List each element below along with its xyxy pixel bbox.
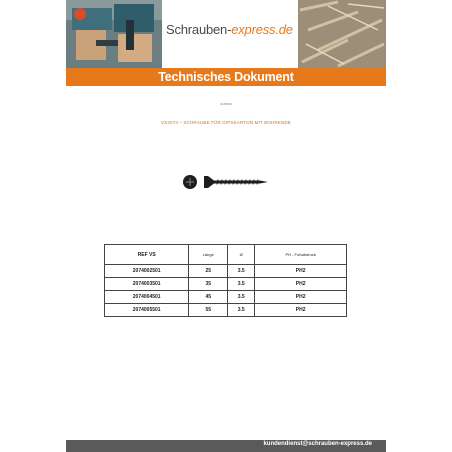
cell-diameter: 3.5 [228, 304, 255, 317]
screw-side-view [204, 176, 268, 188]
table-row [105, 291, 347, 304]
brand-logo [166, 22, 293, 37]
footer-bar [66, 440, 386, 452]
document-page [66, 0, 386, 452]
tools-photo [66, 0, 162, 68]
page-title: Technisches Dokument [158, 70, 294, 84]
table-row [105, 278, 347, 291]
cell-ph: PH2 [255, 304, 347, 317]
cell-length: 25 [189, 265, 228, 278]
product-title: VS2074 – SCHRAUBE FÜR GIPSKARTON MIT BOHRENDE [161, 120, 291, 125]
cell-ref: 2074004501 [105, 291, 189, 304]
header-diameter: Ø [228, 245, 255, 265]
footer-email[interactable]: kundendienst@schrauben-express.de [263, 441, 372, 447]
brand-accent: express.de [231, 22, 293, 37]
cell-ref: 2074002501 [105, 265, 189, 278]
cell-length: 55 [189, 304, 228, 317]
cell-length: 45 [189, 291, 228, 304]
cell-ph: PH2 [255, 265, 347, 278]
specs-table [104, 244, 347, 317]
header-ref: REF VS [105, 245, 189, 265]
table-row [105, 265, 347, 278]
table-row [105, 304, 347, 317]
cell-ph: PH2 [255, 278, 347, 291]
table-header-row [105, 245, 347, 265]
cell-diameter: 3.5 [228, 291, 255, 304]
header-length: Länge [189, 245, 228, 265]
cell-length: 35 [189, 278, 228, 291]
cell-ref: 2074003501 [105, 278, 189, 291]
cell-diameter: 3.5 [228, 278, 255, 291]
cell-ref: 2074005501 [105, 304, 189, 317]
screws-photo [298, 0, 386, 68]
header-ph: PH - Fußabdruck [255, 245, 347, 265]
brand-main: Schrauben- [166, 22, 232, 37]
header-banner [66, 0, 386, 68]
title-bar [66, 68, 386, 86]
screw-image [182, 170, 272, 194]
product-code: (KJ9540) [219, 102, 233, 106]
cell-diameter: 3.5 [228, 265, 255, 278]
cell-ph: PH2 [255, 291, 347, 304]
